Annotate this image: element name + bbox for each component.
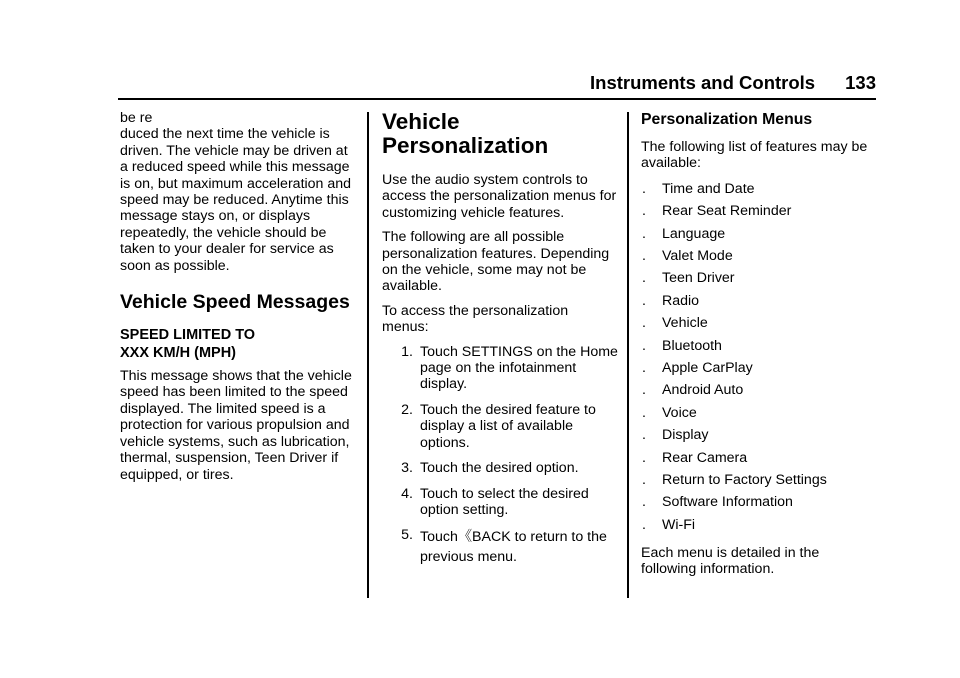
bullet-dot: . (642, 337, 646, 354)
list-item-label: Language (662, 225, 726, 242)
vehicle-speed-messages-heading: Vehicle Speed Messages (120, 291, 350, 314)
list-item-label: Display (662, 427, 709, 444)
list-item (641, 315, 877, 337)
bullet-dot: . (642, 404, 646, 421)
list-item-label: Software Information (662, 494, 793, 511)
list-item (641, 293, 877, 315)
step-number: 1. (401, 343, 413, 360)
menus-outro: Each menu is detailed in the following information. (641, 545, 820, 578)
bullet-dot: . (642, 180, 646, 197)
step-item (382, 402, 618, 451)
step-number: 3. (401, 460, 413, 477)
bullet-dot: . (642, 203, 646, 220)
bullet-dot: . (642, 382, 646, 399)
menus-intro: The following list of features may be available: (641, 139, 868, 172)
bullet-dot: . (642, 471, 646, 488)
page-number: 133 (845, 72, 876, 93)
list-item (641, 382, 877, 404)
list-item-label: Apple CarPlay (662, 359, 753, 376)
steps-list (382, 344, 618, 568)
list-item-label: Return to Factory Settings (662, 471, 827, 488)
column-divider-1 (367, 112, 369, 598)
step-item (382, 344, 618, 393)
step-number: 4. (401, 485, 413, 502)
section-title: Instruments and Controls (590, 72, 816, 93)
step-item (382, 527, 618, 567)
features-list (641, 181, 877, 539)
bullet-dot: . (642, 516, 646, 533)
list-item-label: Teen Driver (662, 270, 735, 287)
bullet-dot: . (642, 247, 646, 264)
personalization-intro: Use the audio system controls to access the personalization menus for customizing vehicle features. (382, 172, 617, 221)
list-item (641, 517, 877, 539)
column-2 (382, 110, 618, 576)
continued-paragraph: be re duced the next time the vehicle is driven. The vehicle may be driven at a reduced speed while this message is on, but maximum acceleration and speed may be reduced. Anytime this message stays on, or displays repeatedly, the vehicle should be taken to your dealer for service as soon as possible. (120, 110, 352, 274)
list-item-label: Rear Camera (662, 449, 748, 466)
vehicle-personalization-heading: Vehicle Personalization (382, 109, 549, 158)
list-item (641, 472, 877, 494)
list-item-label: Radio (662, 292, 700, 309)
list-item (641, 405, 877, 427)
step-number: 2. (401, 401, 413, 418)
personalization-access: To access the personalization menus: (382, 302, 569, 336)
list-item (641, 427, 877, 449)
personalization-availability: The following are all possible personalization features. Depending on the vehicle, some may not be available. (382, 229, 610, 295)
bullet-dot: . (642, 494, 646, 511)
list-item (641, 450, 877, 472)
speed-limited-subheading: SPEED LIMITED TO XXX KM/H (MPH) (120, 327, 256, 362)
step-text: Touch SETTINGS on the Home page on the infotainment display. (420, 343, 618, 393)
list-item (641, 226, 877, 248)
column-1 (120, 110, 356, 491)
bullet-dot: . (642, 359, 646, 376)
list-item-label: Vehicle (662, 315, 708, 332)
header-rule (118, 98, 876, 100)
step-text: Touch《BACK to return to the previous menu. (420, 529, 607, 566)
step-text: Touch the desired feature to display a list of available options. (420, 401, 596, 451)
list-item-label: Rear Seat Reminder (662, 203, 792, 220)
list-item (641, 360, 877, 382)
speed-limited-paragraph: This message shows that the vehicle speed has been limited to the speed displayed. The limited speed is a protection for various propulsion and vehicle systems, such as lubrication, thermal, suspension, Teen Driver if equipped, or tires. (120, 368, 352, 483)
list-item-label: Voice (662, 404, 697, 421)
list-item-label: Bluetooth (662, 337, 722, 354)
step-item (382, 460, 618, 476)
step-text: Touch the desired option. (420, 460, 579, 477)
list-item-label: Time and Date (662, 180, 755, 197)
list-item-label: Wi-Fi (662, 516, 696, 533)
bullet-dot: . (642, 315, 646, 332)
personalization-menus-heading: Personalization Menus (641, 111, 813, 128)
bullet-dot: . (642, 427, 646, 444)
step-number: 5. (401, 527, 413, 544)
step-text: Touch to select the desired option setting. (420, 485, 589, 518)
list-item (641, 338, 877, 360)
list-item (641, 203, 877, 225)
list-item (641, 181, 877, 203)
bullet-dot: . (642, 270, 646, 287)
step-item (382, 486, 618, 519)
page-header (590, 70, 876, 94)
list-item (641, 494, 877, 516)
list-item-label: Valet Mode (662, 247, 733, 264)
list-item (641, 270, 877, 292)
column-3 (641, 110, 877, 586)
bullet-dot: . (642, 292, 646, 309)
list-item-label: Android Auto (662, 382, 744, 399)
bullet-dot: . (642, 449, 646, 466)
list-item (641, 248, 877, 270)
column-divider-2 (627, 112, 629, 598)
bullet-dot: . (642, 225, 646, 242)
